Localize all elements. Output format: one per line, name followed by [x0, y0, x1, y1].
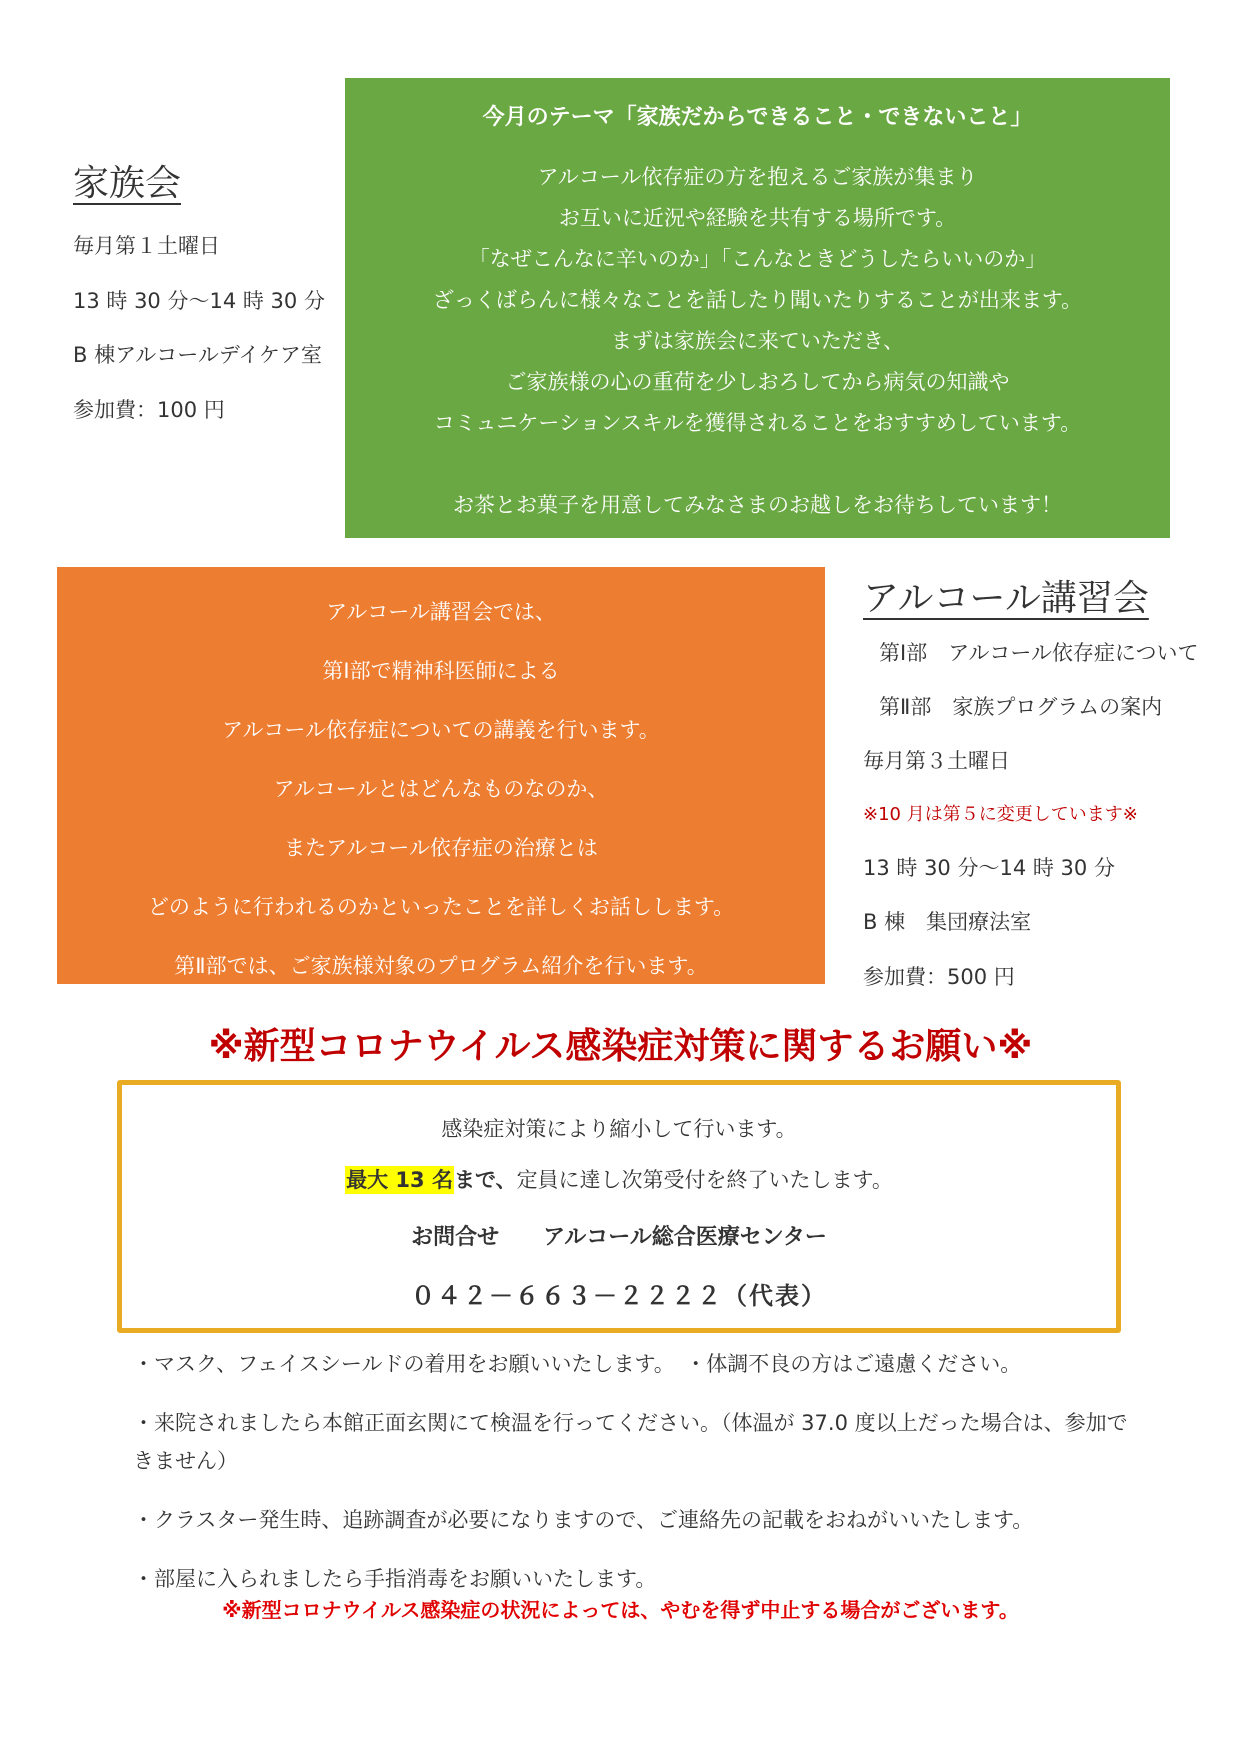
- lecture-location: B 棟 集団療法室: [863, 910, 1032, 934]
- theme-line: ざっくばらんに様々なことを話したり聞いたりすることが出来ます。: [432, 288, 1083, 312]
- lecture-part1: 第Ⅰ部 アルコール依存症について: [879, 641, 1199, 665]
- lecture-title: アルコール講習会: [863, 578, 1149, 619]
- lecture-line: アルコール依存症についての講義を行います。: [222, 718, 660, 742]
- capacity-rest: 定員に達し次第受付を終了いたします。: [516, 1168, 893, 1192]
- lecture-line: 第Ⅰ部で精神科医師による: [322, 659, 560, 683]
- capacity-notice: [122, 1164, 1116, 1194]
- lecture-line: またアルコール依存症の治療とは: [284, 836, 598, 860]
- theme-line: アルコール依存症の方を抱えるご家族が集まり: [537, 165, 978, 189]
- capacity-highlight: 最大 13 名: [346, 1168, 453, 1192]
- lecture-fee: 参加費：500 円: [863, 965, 1015, 989]
- covid-info-box: [117, 1080, 1121, 1333]
- lecture-line: どのように行われるのかといったことを詳しくお話しします。: [147, 895, 735, 919]
- theme-line: お互いに近況や経験を共有する場所です。: [558, 206, 957, 230]
- theme-line: ご家族様の心の重荷を少しおろしてから病気の知識や: [505, 370, 1010, 394]
- note-item: ・マスク、フェイスシールドの着用をお願いいたします。 ・体調不良の方はご遠慮ください。: [133, 1352, 1022, 1376]
- theme-line: 「なぜこんなに辛いのか」「こんなときどうしたらいいのか」: [468, 247, 1047, 271]
- family-meeting-title: 家族会: [73, 163, 182, 204]
- theme-description: [345, 157, 1170, 526]
- covid-title: ※新型コロナウイルス感染症対策に関するお願い※: [208, 1026, 1033, 1067]
- family-meeting-time: 13 時 30 分～14 時 30 分: [73, 289, 325, 313]
- lecture-schedule: 毎月第３土曜日: [863, 749, 1010, 773]
- note-item: ・クラスター発生時、追跡調査が必要になりますので、ご連絡先の記載をおねがいいたします。: [133, 1508, 1034, 1532]
- theme-closing: お茶とお菓子を用意してみなさまのお越しをお待ちしています！: [453, 493, 1062, 517]
- theme-title: 今月のテーマ「家族だからできること・できないこと」: [482, 105, 1033, 130]
- family-meeting-schedule: 毎月第１土曜日: [73, 234, 220, 258]
- covid-notes: [133, 1345, 1133, 1598]
- lecture-line: アルコールとはどんなものなのか、: [273, 777, 609, 801]
- lecture-box: [57, 567, 825, 984]
- lecture-line: 第Ⅱ部では、ご家族様対象のプログラム紹介を行います。: [174, 954, 708, 978]
- contact-line: お問合せ アルコール総合医療センター: [411, 1225, 827, 1250]
- lecture-time: 13 時 30 分～14 時 30 分: [863, 856, 1115, 880]
- note-item: ・部屋に入られましたら手指消毒をお願いいたします。: [133, 1567, 657, 1591]
- note-item: ・来院されましたら本館正面玄関にて検温を行ってください。（体温が 37.0 度以上だった場合は、参加できません）: [133, 1411, 1128, 1473]
- reduced-scale-notice: 感染症対策により縮小して行います。: [441, 1117, 797, 1141]
- family-meeting-fee: 参加費：100 円: [73, 398, 225, 422]
- family-meeting-location: B 棟アルコールデイケア室: [73, 343, 322, 367]
- phone-number: ０４２－６６３－２２２２（代表）: [411, 1282, 827, 1310]
- theme-box: [345, 78, 1170, 538]
- lecture-date-notice: ※10 月は第５に変更しています※: [863, 804, 1138, 825]
- lecture-line: アルコール講習会では、: [326, 600, 556, 624]
- theme-line: コミュニケーションスキルを獲得されることをおすすめしています。: [433, 411, 1082, 435]
- theme-line: まずは家族会に来ていただき、: [610, 329, 905, 353]
- lecture-part2: 第Ⅱ部 家族プログラムの案内: [879, 695, 1163, 719]
- cancellation-notice: ※新型コロナウイルス感染症の状況によっては、やむを得ず中止する場合がございます。: [222, 1598, 1019, 1622]
- capacity-bold: まで、: [453, 1168, 517, 1192]
